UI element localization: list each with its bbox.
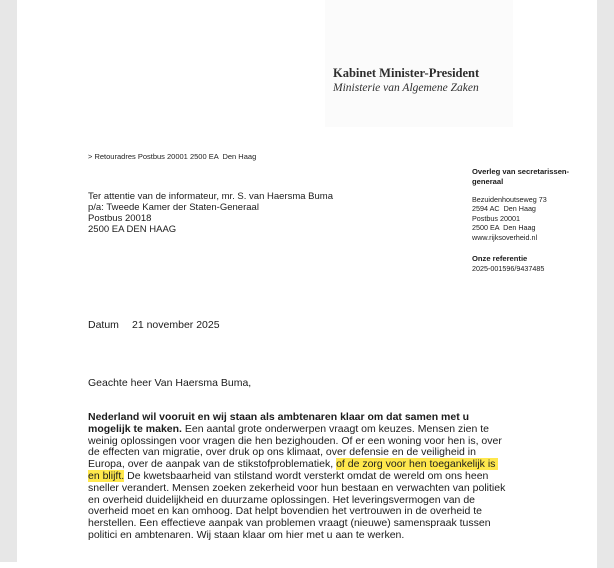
- body-highlighted-text: of de zorg voor hen toegankelijk is en blijft.: [88, 458, 499, 482]
- recipient-line: 2500 EA DEN HAAG: [88, 224, 177, 235]
- letterhead-ministry: Ministerie van Algemene Zaken: [333, 82, 479, 94]
- sender-address-line: 2594 AC Den Haag: [472, 204, 536, 214]
- letter-body: [88, 411, 509, 542]
- date-label: Datum: [88, 319, 119, 331]
- sender-address-line: Postbus 20001: [472, 213, 520, 223]
- info-column: [472, 167, 584, 273]
- body-bold-intro: Nederland wil vooruit en wij staan als ambtenaren klaar om dat samen met u mogelijk te maken.: [88, 411, 472, 435]
- sender-address-block: [472, 195, 584, 242]
- page-right-margin: [597, 0, 614, 568]
- recipient-block: [88, 191, 333, 235]
- page-left-margin: [0, 0, 17, 562]
- recipient-line: Postbus 20018: [88, 213, 152, 224]
- sender-address-line: 2500 EA Den Haag: [472, 223, 536, 233]
- letterhead-department: Kabinet Minister-President: [333, 66, 480, 80]
- recipient-line: Ter attentie van de informateur, mr. S. van Haersma Buma: [88, 191, 334, 202]
- sender-org-title: Overleg van secretarissen-generaal: [472, 167, 570, 186]
- salutation: Geachte heer Van Haersma Buma,: [88, 377, 252, 389]
- body-segment: Een aantal grote onderwerpen vraagt om keuzes. Mensen zien te weinig oplossingen voor vragen die hen bezighouden. Of er een woning voor hen is, over de effecten van migratie, over druk op ons klimaat, over defensie en de veiligheid in Europa, over de aanpak van de stikstofproblematiek,: [88, 422, 505, 471]
- return-address-line: > Retouradres Postbus 20001 2500 EA Den Haag: [88, 152, 257, 161]
- recipient-line: p/a: Tweede Kamer der Staten-Generaal: [88, 202, 259, 213]
- letterhead-box: [325, 0, 513, 127]
- reference-value: 2025-001596/9437485: [472, 263, 545, 273]
- sender-address-line: Bezuidenhoutseweg 73: [472, 195, 547, 204]
- reference-label: Onze referentie: [472, 254, 528, 264]
- date-row: [88, 319, 220, 331]
- sender-website: www.rijksoverheid.nl: [472, 232, 538, 242]
- body-segment: De kwetsbaarheid van stilstand wordt versterkt omdat de wereld om ons heen sneller verandert. Mensen zoeken zekerheid voor hun bestaan en verwachten van politiek en overheid duidelijkheid en duurzame oplossingen. Het leveringsvermogen van de overheid moet en kan omhoog. Dat helpt bovendien het vertrouwen in de overheid te herstellen. Een effectieve aanpak van problemen vraagt (nieuwe) samenspraak tussen politici en ambtenaren. Wij staan klaar om hier met u aan te werken.: [88, 469, 509, 541]
- date-value: 21 november 2025: [132, 319, 220, 331]
